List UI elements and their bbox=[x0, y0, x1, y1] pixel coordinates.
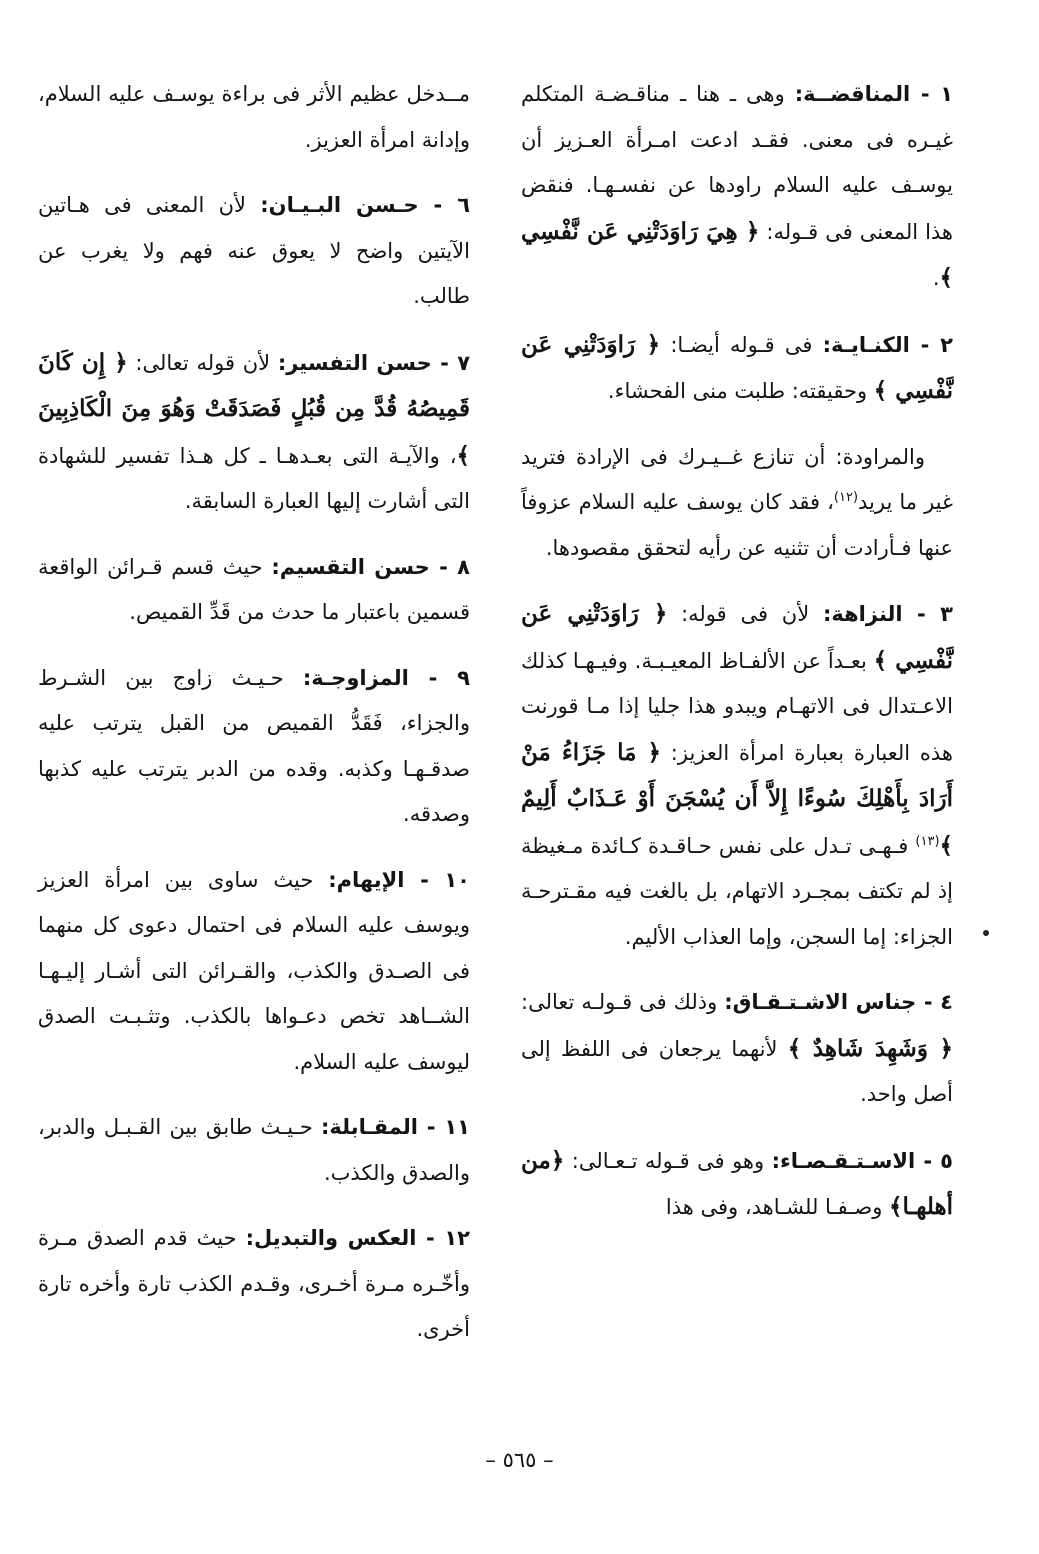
item-number: ١١ - bbox=[417, 1115, 470, 1139]
paragraph-text: وذلك فى قـولـه تعالى: bbox=[521, 990, 725, 1014]
item-number: ٦ - bbox=[418, 193, 471, 217]
item-number: ١ - bbox=[910, 82, 954, 106]
rhetoric-term: المزاوجـة: bbox=[302, 665, 409, 690]
paragraph-tail: ، والآيـة التى بعـدهـا ـ كل هـذا تفسير للشهادة التى أشارت إليها العبارة السابقة. bbox=[38, 443, 470, 513]
item-number: ١٠ - bbox=[404, 867, 470, 892]
quran-verse: ﴿ رَاوَدَتْنِي عَن نَّفْسِي ﴾ bbox=[521, 330, 953, 404]
paragraph-derivation-pun bbox=[521, 980, 953, 1118]
paragraph-text: حيث قسم قـرائن الواقعة قسمين باعتبار ما حدث من قَدِّ القميص. bbox=[38, 554, 470, 624]
paragraph-reversal bbox=[38, 1216, 470, 1353]
rhetoric-term: المناقضــة: bbox=[794, 82, 911, 106]
paragraph-text: فى قـوله أيضـا: bbox=[660, 332, 823, 357]
item-number: ٧ - bbox=[431, 350, 471, 375]
paragraph-text: مــدخل عظيم الأثر فى براءة يوسـف عليه السلام، وإدانة امرأة العزيز. bbox=[38, 82, 470, 152]
quran-verse: ﴿ إِن كَانَ قَمِيصُهُ قُدَّ مِن قُبُلٍ فَصَدَقَتْ وَهُوَ مِنَ الْكَاذِبِينَ ﴾ bbox=[38, 348, 470, 469]
page-number: – ٥٦٥ – bbox=[485, 1448, 554, 1472]
item-number: ٣ - bbox=[902, 602, 953, 626]
rhetoric-term: النزاهة: bbox=[822, 602, 903, 626]
rhetoric-term: الإيهام: bbox=[328, 867, 405, 892]
paragraph-clear-expression bbox=[38, 183, 470, 320]
rhetoric-term: الاسـتـقـصـاء: bbox=[771, 1148, 916, 1173]
rhetoric-term: حسن التفسير: bbox=[277, 350, 432, 375]
rhetoric-term: حسن التقسيم: bbox=[271, 554, 430, 579]
footnote-ref: (١٣) bbox=[915, 833, 940, 849]
paragraph-text: وهى ـ هنا ـ مناقـضـة المتكلم غيـره فى معنى. فقـد ادعت امـرأة العـزيز أن يوسـف عليه السلام راودها عن نفسـهـا. فنقض هذا المعنى فى قـوله: bbox=[521, 82, 954, 244]
paragraph-good-division bbox=[38, 545, 470, 636]
paragraph-text: والمراودة: أن تنازع غــيـرك فى الإرادة فتريد غير ما يريد bbox=[521, 444, 953, 514]
footnote-ref: (١٢) bbox=[833, 490, 859, 505]
rhetoric-term: جناس الاشـتـقـاق: bbox=[724, 990, 917, 1014]
item-number: ١٢ - bbox=[416, 1226, 470, 1250]
paragraph-muraawada bbox=[521, 435, 953, 572]
paragraph-tail-2: فـهـى تـدل على نفس حـاقـدة كـائدة مـغيظة إذ لم تكتف بمجـرد الاتهام، بل بالغت فيه مقـترحـة الجزاء: إما السجن، وإما العذاب الأليم. bbox=[521, 833, 953, 949]
rhetoric-term: الكنـايـة: bbox=[822, 332, 910, 357]
rhetoric-term: حـسن البـيـان: bbox=[260, 193, 419, 217]
item-number: ٨ - bbox=[429, 554, 470, 579]
item-number: ٢ - bbox=[909, 332, 953, 357]
paragraph-tail: . bbox=[932, 266, 940, 290]
paragraph-integrity bbox=[521, 591, 953, 960]
paragraph-tail: وحقيقته: طلبت منى الفحشاء. bbox=[607, 379, 874, 403]
paragraph-tail: لأنهما يرجعان فى اللفظ إلى أصل واحد. bbox=[521, 1036, 953, 1106]
paragraph-text: وهو فى قـوله تـعـالى: bbox=[564, 1148, 772, 1173]
rhetoric-term: المقـابلة: bbox=[320, 1115, 418, 1139]
item-number: ٥ - bbox=[915, 1148, 953, 1173]
item-number: ٩ - bbox=[408, 665, 470, 690]
paragraph-text: حيث ساوى بين امرأة العزيز ويوسف عليه السلام فى احتمال دعوى كل منهما فى الصـدق والكذب، والقـرائن التى أشـار إليـهـا الشــاهد تخص دعـواها بالكذب. وتثـبـت الصدق ليوسف عليه السلام. bbox=[38, 867, 470, 1074]
quran-verse-2: ﴿ مَا جَزَاءُ مَنْ أَرَادَ بِأَهْلِكَ سُوءًا إِلاَّ أَن يُسْجَنَ أَوْ عَـذَابٌ أَلِيمٌ ﴾ bbox=[521, 738, 953, 859]
quran-verse: ﴿ هِيَ رَاوَدَتْنِي عَن نَّفْسِي ﴾ bbox=[521, 217, 953, 291]
paragraph-pairing bbox=[38, 656, 470, 838]
right-column bbox=[521, 72, 953, 1251]
quran-verse: ﴿من أهلهـا﴾ bbox=[521, 1146, 953, 1220]
paragraph-text: لأن فى قوله: bbox=[667, 602, 823, 626]
paragraph-ambiguity bbox=[38, 858, 470, 1086]
item-number: ٤ - bbox=[916, 990, 953, 1014]
quran-verse: ﴿ وَشَهِدَ شَاهِدٌ ﴾ bbox=[787, 1034, 953, 1062]
paragraph-tail: ، فقد كان يوسف عليه السلام عزوفاً عنها فـأرادت أن تثنيه عن رأيه لتحقق مقصودها. bbox=[521, 490, 953, 560]
margin-dot bbox=[983, 930, 989, 936]
paragraph-text: حـيـث زاوج بين الشـرط والجزاء، فَقَدُّ القميص من القبل يترتب عليه صدقـهـا وكذبه. وقده من الدبر يترتب عليه كذبها وصدقه. bbox=[38, 665, 470, 826]
paragraph-text: حيث قدم الصدق مـرة وأخّـره مـرة أخـرى، وقـدم الكذب تارة وأخره تارة أخرى. bbox=[38, 1226, 470, 1341]
paragraph-text: لأن المعنى فى هـاتين الآيتين واضح لا يعوق عنه فهم ولا يغرب عن طالب. bbox=[38, 193, 470, 308]
paragraph-continuation bbox=[38, 72, 470, 163]
paragraph-text: لأن قوله تعالى: bbox=[127, 350, 278, 375]
rhetoric-term: العكس والتبديل: bbox=[245, 1226, 417, 1250]
paragraph-thoroughness bbox=[521, 1138, 953, 1231]
paragraph-text: حـيـث طابق بين القـبـل والدبر، والصدق والكذب. bbox=[38, 1115, 470, 1185]
left-column bbox=[38, 72, 470, 1373]
paragraph-good-interpretation bbox=[38, 340, 470, 525]
paragraph-tail: وصـفـا للشـاهد، وفى هذا bbox=[665, 1195, 890, 1219]
paragraph-tail: بعـداً عن الألفـاظ المعيـبـة. وفيـهـا كذلك الاعـتدال فى الاتهـام ويبدو هذا جليا إذا مـا قورنت هذه العبارة بعبارة امرأة العزيز: bbox=[521, 648, 953, 765]
paragraph-contradiction bbox=[521, 72, 953, 302]
quran-verse: ﴿ رَاوَدَتْنِي عَن نَّفْسِي ﴾ bbox=[521, 600, 953, 674]
paragraph-metonymy bbox=[521, 322, 953, 415]
paragraph-antithesis bbox=[38, 1105, 470, 1196]
